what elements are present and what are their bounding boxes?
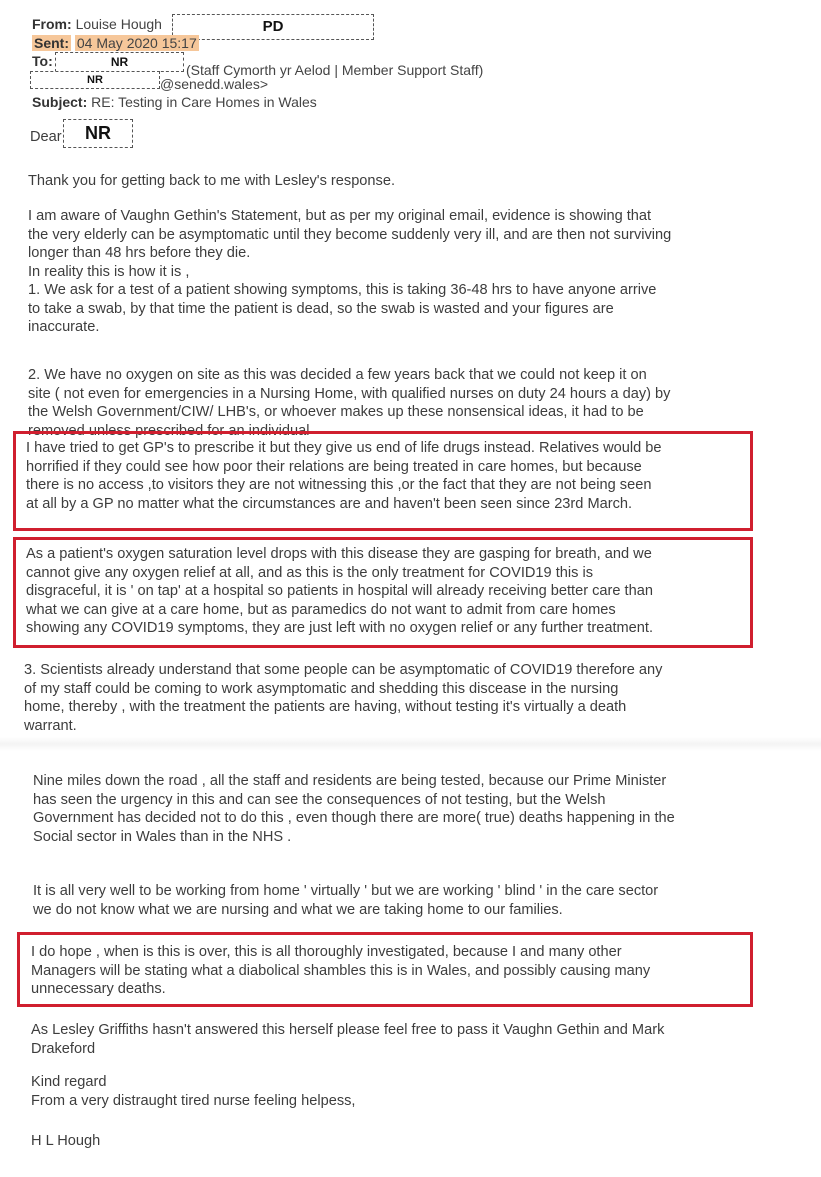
- header-from: [32, 16, 162, 32]
- text-line: H L Hough: [31, 1133, 101, 1149]
- text-line: inaccurate.: [28, 319, 100, 335]
- text-line: removed unless prescribed for an individual: [28, 422, 310, 439]
- paragraph-oxygen-onsite: [28, 366, 748, 439]
- paragraph-signoff: [31, 1073, 751, 1110]
- text-line: cannot give any oxygen relief at all, and as this is the only treatment for COVID19 this is: [26, 564, 594, 581]
- text-line: Social sector in Wales than in the NHS .: [33, 828, 292, 845]
- from-label: From:: [32, 16, 72, 32]
- sent-label: Sent:: [34, 35, 69, 51]
- paragraph-scientists: [24, 661, 744, 735]
- header-to-value: (Staff Cymorth yr Aelod | Member Support Staff): [186, 62, 484, 78]
- text-line: site ( not even for emergencies in a Nursing Home, with qualified nurses on duty 24 hours a day) by: [28, 385, 671, 402]
- text-line: Nine miles down the road , all the staff and residents are being tested, because our Prime Minister: [33, 773, 667, 789]
- text-line: the Welsh Government/CIW/ LHB's, or whoever makes up these nonsensical ideas, it had to be: [28, 404, 644, 420]
- header-field: To:: [32, 53, 53, 69]
- text-line: As Lesley Griffiths hasn't answered this herself please feel free to pass it Vaughn Gethin and Mark: [31, 1022, 665, 1038]
- text-line: horrified if they could see how poor their relations are being treated in care homes, but because: [26, 458, 642, 475]
- text-line: I do hope , when is this is over, this is all thoroughly investigated, because I and many other: [31, 944, 622, 960]
- text-line: Government has decided not to do this , even though there are more( true) deaths happening in the: [33, 810, 675, 826]
- text-line: I am aware of Vaughn Gethin's Statement, but as per my original email, evidence is showing that: [28, 208, 652, 224]
- header-sent: [32, 35, 199, 51]
- header-to-label: [32, 53, 53, 69]
- redaction-greeting: [63, 119, 133, 148]
- text-line: we do not know what we are nursing and what we are taking home to our families.: [33, 901, 563, 918]
- text-line: In reality this is how it is ,: [28, 263, 190, 280]
- text-line: home, thereby , with the treatment the patients are having, without testing it's virtually a death: [24, 699, 627, 715]
- header-subject: [32, 94, 317, 110]
- text-line: what we can give at a care home, but as paramedics do not want to admit from care homes: [26, 601, 616, 618]
- text-line: 2. We have no oxygen on site as this was decided a few years back that we could not keep it on: [28, 367, 647, 383]
- redaction-label: NR: [110, 55, 129, 69]
- text-line: there is no access ,to visitors they are not witnessing this ,or the fact that they are not being seen: [26, 477, 652, 493]
- text-line: I have tried to get GP's to prescribe it but they give us end of life drugs instead. Relatives would be: [26, 440, 662, 456]
- redaction-to-email: [30, 71, 160, 89]
- text-line: Drakeford: [31, 1040, 96, 1057]
- subject-value: RE: Testing in Care Homes in Wales: [91, 94, 317, 110]
- greeting-text: Dear: [30, 129, 62, 145]
- text-line: Kind regard: [31, 1074, 107, 1090]
- text-line: to take a swab, by that time the patient is dead, so the swab is wasted and your figures are: [28, 300, 614, 317]
- text-line: of my staff could be coming to work asymptomatic and shedding this discease in the nursing: [24, 680, 619, 697]
- redaction-from: [172, 14, 374, 40]
- redaction-label: NR: [87, 74, 103, 86]
- paragraph-pass-on: [31, 1021, 751, 1058]
- paragraph-oxygen-saturation: [26, 545, 746, 638]
- redaction-label: NR: [85, 123, 111, 143]
- text-line: longer than 48 hrs before they die.: [28, 245, 251, 261]
- header-to-email-domain: @senedd.wales>: [160, 76, 269, 92]
- paragraph-working-blind: [33, 882, 753, 919]
- text-line: It is all very well to be working from home ' virtually ' but we are working ' blind ' in the care sector: [33, 883, 659, 899]
- text-line: unnecessary deaths.: [31, 981, 166, 997]
- signature: [31, 1132, 751, 1151]
- text-line: From a very distraught tired nurse feeling helpess,: [31, 1092, 356, 1109]
- text-line: the very elderly can be asymptomatic until they become suddenly very ill, and are then not surviving: [28, 226, 672, 243]
- from-value: Louise Hough: [75, 16, 162, 32]
- text-line: Managers will be stating what a diabolical shambles this is in Wales, and possibly causing many: [31, 962, 651, 979]
- redaction-label: PD: [262, 18, 284, 35]
- subject-label: Subject:: [32, 94, 88, 110]
- text-line: warrant.: [24, 717, 77, 734]
- text-line: Thank you for getting back to me with Lesley's response.: [28, 173, 396, 189]
- paragraph-statement: [28, 207, 748, 337]
- scan-divider: [0, 737, 821, 751]
- paragraph-thanks: [28, 172, 748, 191]
- text-line: As a patient's oxygen saturation level drops with this disease they are gasping for breath, and we: [26, 546, 652, 562]
- sent-value: 04 May 2020 15:17: [76, 35, 197, 51]
- paragraph-nine-miles: [33, 772, 753, 846]
- text-line: 1. We ask for a test of a patient showing symptoms, this is taking 36-48 hrs to have anyone arrive: [28, 282, 657, 298]
- text-line: 3. Scientists already understand that some people can be asymptomatic of COVID19 therefore any: [24, 662, 663, 678]
- text-line: at all by a GP no matter what the circumstances are and haven't been seen since 23rd March.: [26, 495, 633, 512]
- redaction-to: [55, 52, 184, 72]
- text-line: has seen the urgency in this and can see the consequences of not testing, but the Welsh: [33, 791, 606, 808]
- text-line: disgraceful, it is ' on tap' at a hospital so patients in hospital will already receiving better care than: [26, 583, 653, 599]
- text-line: showing any COVID19 symptoms, they are just left with no oxygen relief or any further treatment.: [26, 620, 654, 636]
- paragraph-gp: [26, 439, 746, 513]
- paragraph-investigation: [31, 943, 751, 999]
